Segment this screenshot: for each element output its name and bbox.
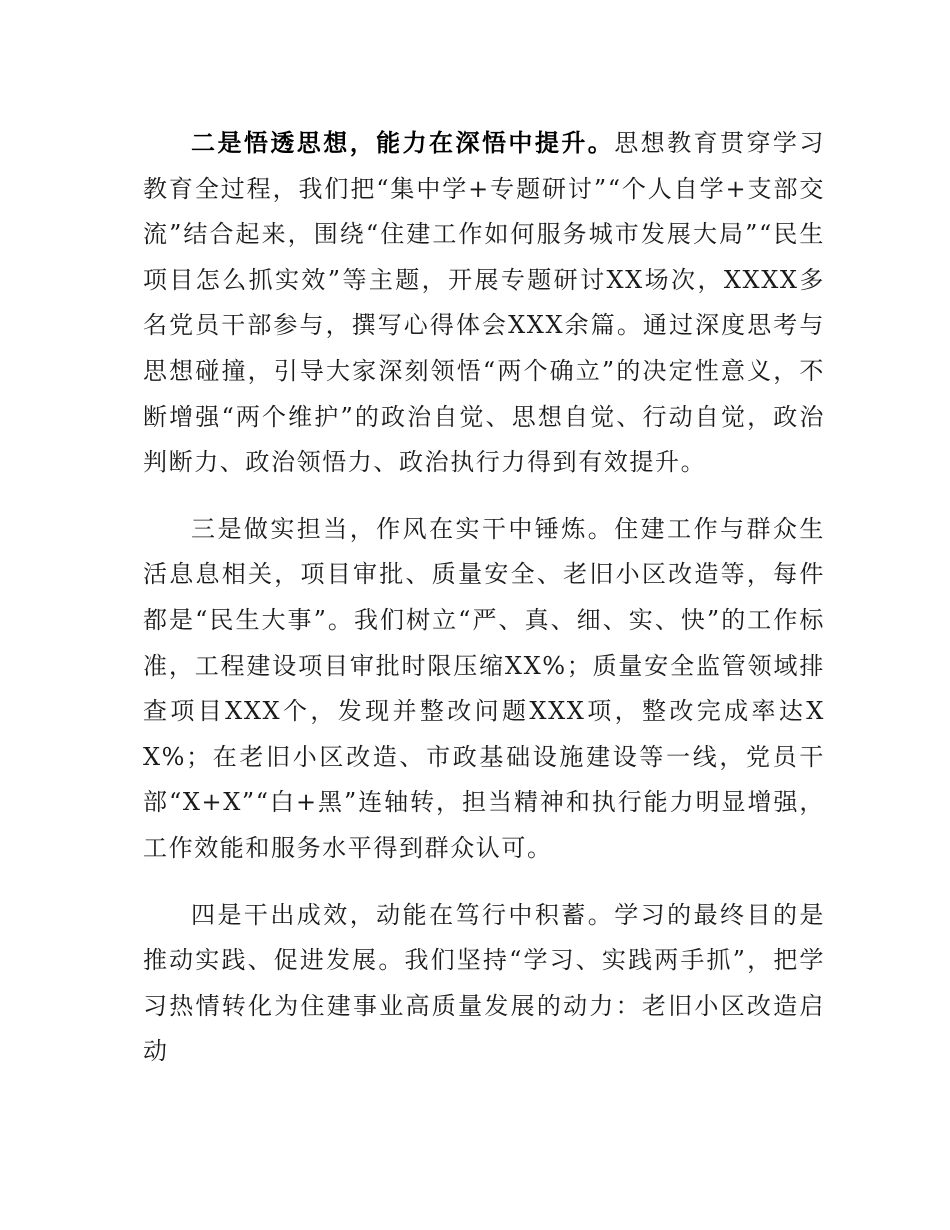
paragraph-thought [143,121,825,486]
paragraph-responsibility [143,507,825,872]
paragraph-text: 思想教育贯穿学习教育全过程，我们把“集中学+专题研讨”“个人自学+支部交流”结合起来，围绕“住建工作如何服务城市发展大局”“民生项目怎么抓实效”等主题，开展专题研讨XX场次，XXXX多名党员干部参与，撰写心得体会XXX余篇。通过深度思考与思想碰撞，引导大家深刻领悟“两个确立”的决定性意义，不断增强“两个维护”的政治自觉、思想自觉、行动自觉，政治判断力、政治领悟力、政治执行力得到有效提升。 [143,129,825,477]
paragraph-text: 三是做实担当，作风在实干中锤炼。住建工作与群众生活息息相关，项目审批、质量安全、老旧小区改造等，每件都是“民生大事”。我们树立“严、真、细、实、快”的工作标准，工程建设项目审批时限压缩XX%；质量安全监管领域排查项目XXX个，发现并整改问题XXX项，整改完成率达XX%；在老旧小区改造、市政基础设施建设等一线，党员干部“X+X”“白+黑”连轴转，担当精神和执行能力明显增强，工作效能和服务水平得到群众认可。 [143,514,825,862]
paragraph-text: 四是干出成效，动能在笃行中积蓄。学习的最终目的是推动实践、促进发展。我们坚持“学习、实践两手抓”，把学习热情转化为住建事业高质量发展的动力：老旧小区改造启动 [143,900,825,1066]
document-body [143,121,825,1096]
paragraph-heading: 二是悟透思想，能力在深悟中提升。 [191,129,615,157]
paragraph-results [143,893,825,1075]
